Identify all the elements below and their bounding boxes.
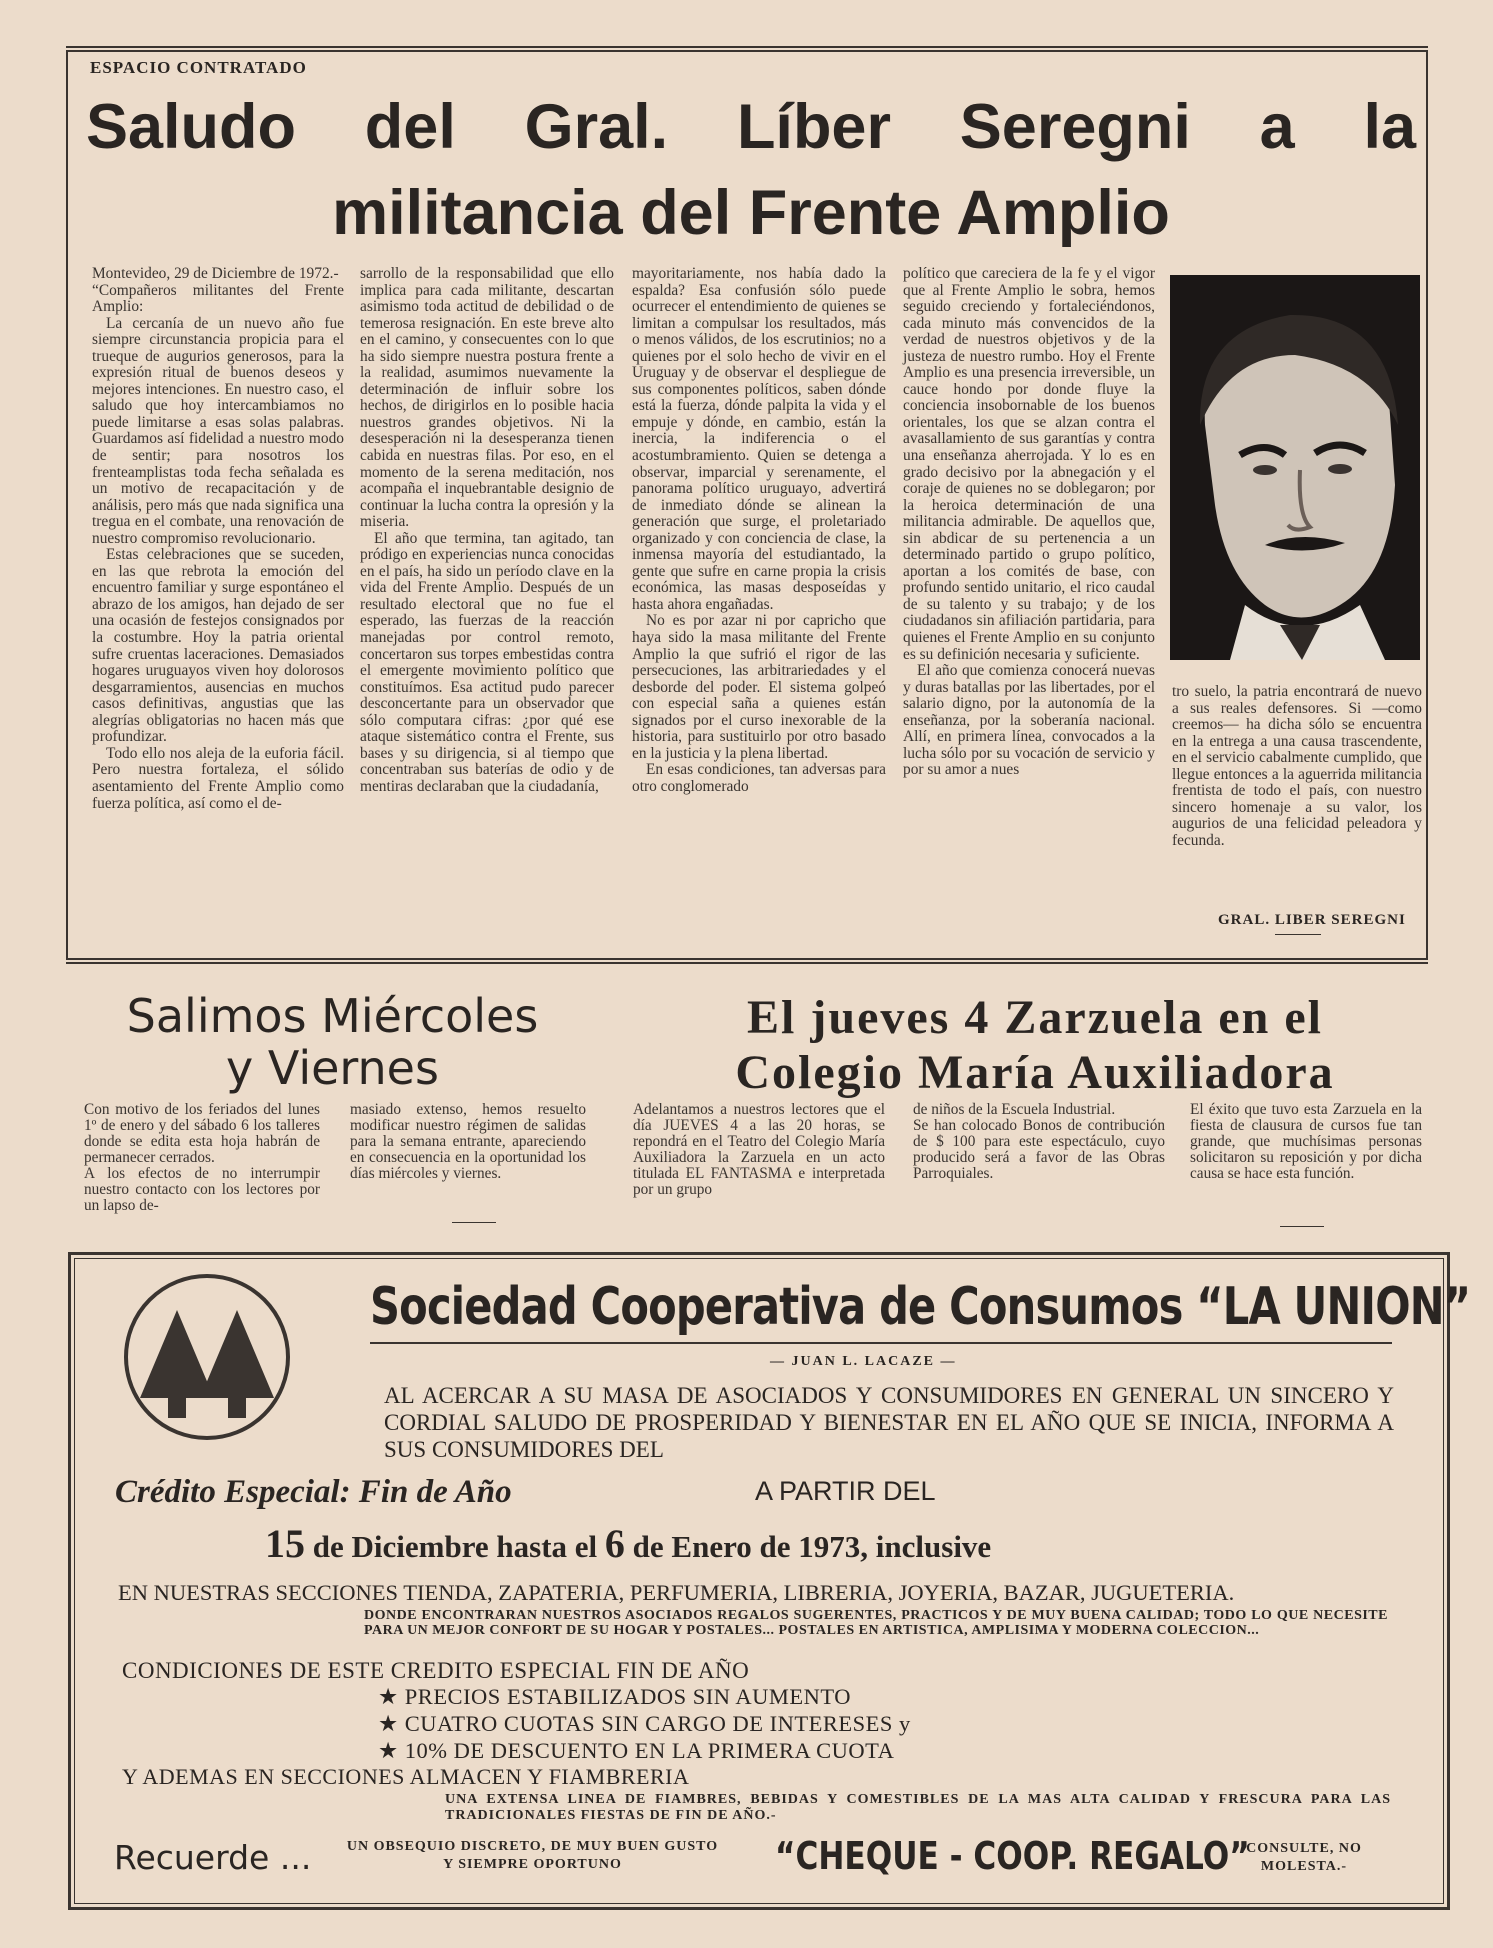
article-signature: GRAL. LIBER SEREGNI bbox=[1218, 912, 1406, 928]
top-rule bbox=[66, 46, 1428, 48]
ad-credit-title: Crédito Especial: Fin de Año bbox=[115, 1474, 512, 1510]
article-column-3 bbox=[632, 266, 886, 796]
ad-gift-text: UN OBSEQUIO DISCRETO, DE MUY BUEN GUSTO Y SIEMPRE OPORTUNO bbox=[346, 1839, 719, 1872]
article-column-2 bbox=[360, 266, 614, 796]
ad-credit-from: A PARTIR DEL bbox=[755, 1476, 936, 1506]
ad-date-text-start: de Diciembre hasta el bbox=[312, 1529, 598, 1564]
ad-title-rule bbox=[370, 1342, 1392, 1344]
article-column-5 bbox=[1172, 684, 1422, 849]
ad-title: Sociedad Cooperativa de Consumos “LA UNION” bbox=[370, 1277, 1471, 1337]
article-paragraph: En esas condiciones, tan adversas para otro conglomerado bbox=[632, 761, 886, 795]
salimos-headline-line2: y Viernes bbox=[226, 1041, 439, 1095]
article-paragraph: No es por azar ni por capricho que haya sido la masa militante del Frente Amplio la que sufrió el rigor de las persecuciones, las arbitrariedades y el desborde del poder. El sistema golpeó con especial saña a quienes están signados por el curso inexorable de la historia, para sustituirlo por otro basado en la justicia y la plena libertad. bbox=[632, 612, 886, 762]
article-paragraph: político que careciera de la fe y el vigor que al Frente Amplio le sobra, hemos seguido creciendo y fortaleciéndonos, cada minuto más convencidos de la verdad de nuestros objetivos y de la justeza de nuestro rumbo. Hoy el Frente Amplio es una presencia irreversible, un cauce hondo por donde fluye la conciencia insobornable de los buenos orientales, los que se alzan contra el avasallamiento de sus garantías y contra una enseñanza aherrojada. Y lo es en grado decisivo por la abnegación y el coraje de quienes no se doblegaron; por la heroica determinación de una militancia admirable. De aquellos que, sin abdicar de su pertenencia a un determinado partido o grupo político, aportan a los comités de base, con profundo sentido unitario, el rico caudal de su talento y su trabajo; y de los ciudadanos sin afiliación partidaria, para quienes el Frente Amplio en su conjunto es su definición necesaria y suficiente. bbox=[903, 265, 1155, 663]
article-dateline: Montevideo, 29 de Diciembre de 1972.- bbox=[92, 265, 339, 282]
article-paragraph: El año que termina, tan agitado, tan pródigo en experiencias nunca conocidas en el país, ha sido un período clave en la vida del Frente Amplio. Después de un resultado electoral que no fue el esperado, las fuerzas de la reacción manejadas por control remoto, concertaron sus torpes embestidas contra el emergente movimiento político que constituímos. Esa actitud pudo parecer desconcertante para un observador que sólo computara cifras: ¿por qué ese ataque sistemático contra el Frente, sus bases y su dirigencia, si al tiempo que concentraban sus baterías de odio y de mentiras declaraban que la ciudadanía, bbox=[360, 529, 614, 795]
ad-conditions-title: CONDICIONES DE ESTE CREDITO ESPECIAL FIN DE AÑO bbox=[122, 1658, 750, 1683]
portrait-photo bbox=[1170, 275, 1420, 660]
article-column-4 bbox=[903, 266, 1155, 779]
article-paragraph: Todo ello nos aleja de la euforia fácil. Pero nuestra fortaleza, el sólido asentamiento del Frente Amplio como fuerza política, así como el de- bbox=[92, 744, 344, 812]
zarzuela-headline bbox=[640, 990, 1430, 1100]
ad-condition-item: ★ PRECIOS ESTABILIZADOS SIN AUMENTO bbox=[378, 1684, 851, 1709]
zarzuela-headline-line1: El jueves 4 Zarzuela en el bbox=[747, 991, 1323, 1044]
article-paragraph: mayoritariamente, nos había dado la espalda? Esa confusión sólo puede ocurrecer el entendimiento de quienes se limitan a compulsar los resultados, más o menos válidos, de los escrutinios; no a quienes por el solo hecho de vivir en el Uruguay y de observar el despliegue de sus componentes políticos, saben dónde está la fuerza, dónde palpita la vida y el empuje y dónde, en cambio, están la inercia, la indiferencia o el acostumbramiento. Quien se detenga a observar, imparcial y serenamente, el panorama político uruguayo, advertirá de inmediato dónde se alinean la generación que surge, el proletariado organizado y con conciencia de clase, la inmensa mayoría del estudiantado, la gente que sufre en carne propia la crisis económica, las masas desposeídas y hasta ahora engañadas. bbox=[632, 265, 886, 613]
salimos-headline-line1: Salimos Miércoles bbox=[126, 989, 539, 1043]
article-greeting: “Compañeros militantes del Frente Amplio: bbox=[92, 281, 344, 316]
section-label: ESPACIO CONTRATADO bbox=[90, 58, 307, 77]
zarzuela-column-2: de niños de la Escuela Industrial. Se han colocado Bonos de contribución de $ 100 para este espectáculo, cuyo producido será a favor de las Obras Parroquiales. bbox=[913, 1101, 1165, 1182]
article-column-1 bbox=[92, 266, 344, 812]
ad-date-day-end: 6 bbox=[604, 1521, 625, 1566]
salimos-column-2: masiado extenso, hemos resuelto modificar nuestro régimen de salidas para la semana entrante, apareciendo en consecuencia en la oportunidad los días miércoles y viernes. bbox=[350, 1101, 586, 1182]
ad-consult: CONSULTE, NO MOLESTA.- bbox=[1246, 1841, 1362, 1874]
ad-sections: EN NUESTRAS SECCIONES TIENDA, ZAPATERIA, PERFUMERIA, LIBRERIA, JOYERIA, BAZAR, JUGUETERIA. bbox=[118, 1580, 1235, 1605]
salimos-end-divider bbox=[452, 1222, 496, 1223]
ad-condition-item: ★ 10% DE DESCUENTO EN LA PRIMERA CUOTA bbox=[378, 1738, 895, 1763]
twin-pine-trees-logo bbox=[122, 1272, 292, 1442]
article-paragraph: La cercanía de un nuevo año fue siempre circunstancia propicia para el trueque de augurios generosos, para la expresión ritual de buenos deseos y mejores intenciones. En nuestro caso, el saludo que hoy intercambiamos no puede limitarse a esas solas palabras. Guardamos así fidelidad a nuestro modo de sentir; para nosotros los frenteamplistas toda fecha señalada es un motivo de recapacitación y de análisis, pero más que nada significa una tregua en el combate, una renovación de nuestro compromiso revolucionario. bbox=[92, 314, 344, 547]
article-headline: Saludo del Gral. Líber Seregni a la militancia del Frente Amplio bbox=[86, 92, 1416, 248]
section-divider bbox=[66, 962, 1428, 964]
ad-condition-item: ★ CUATRO CUOTAS SIN CARGO DE INTERESES y bbox=[378, 1711, 911, 1736]
article-paragraph: El año que comienza conocerá nuevas y duras batallas por las libertades, por el salario digno, por la autonomía de la enseñanza, por la soberanía nacional. Allí, en primera línea, convocados a la lucha sólo por su vocación de servicio y por su amor a nues bbox=[903, 662, 1155, 779]
ad-date-text-end: de Enero de 1973, inclusive bbox=[632, 1529, 992, 1564]
zarzuela-column-1: Adelantamos a nuestros lectores que el día JUEVES 4 a las 20 horas, se repondrá en el Teatro del Colegio María Auxiliadora la Zarzuela en un acto titulada EL FANTASMA e interpretada por un grupo bbox=[633, 1101, 885, 1198]
ad-location: — JUAN L. LACAZE — bbox=[770, 1354, 957, 1369]
ad-additional-detail: UNA EXTENSA LINEA DE FIAMBRES, BEBIDAS Y COMESTIBLES DE LA MAS ALTA CALIDAD Y FRESCURA PARA LAS TRADICIONALES FIESTAS DE FIN DE AÑO.- bbox=[445, 1792, 1391, 1823]
zarzuela-end-divider bbox=[1280, 1226, 1324, 1227]
ad-date-day-start: 15 bbox=[265, 1521, 305, 1566]
zarzuela-headline-line2: Colegio María Auxiliadora bbox=[735, 1046, 1335, 1099]
ad-date-range bbox=[265, 1520, 991, 1567]
article-paragraph: sarrollo de la responsabilidad que ello implica para cada militante, descartan asimismo toda actitud de debilidad o de temerosa resignación. En este breve alto en el camino, y consecuentes con lo que ha sido siempre nuestra postura frente a la realidad, asumimos nuevamente la determinación de influir sobre los hechos, de dirigirlos en lo posible hacia nuestros grandes objetivos. Ni la desesperación ni la desesperanza tienen cabida en nuestras filas. Por eso, en el momento de la serena meditación, nos acompaña el inquebrantable designio de continuar la lucha contra la opresión y la miseria. bbox=[360, 265, 614, 531]
signature-divider bbox=[1275, 934, 1321, 935]
salimos-headline bbox=[80, 990, 585, 1094]
article-paragraph: Estas celebraciones que se suceden, en las que rebrota la emoción del encuentro familiar y surge espontáneo el abrazo de los amigos, han dejado de ser una ocasión de festejos consignados por la costumbre. Hoy la patria oriental sufre cruentas laceraciones. Demasiados hogares uruguayos viven hoy dolorosos desgarramientos, ausencias en muchos casos definitivas, angustias que las alegrías obligatorias no hacen más que profundizar. bbox=[92, 546, 344, 746]
ad-sections-detail: DONDE ENCONTRARAN NUESTROS ASOCIADOS REGALOS SUGERENTES, PRACTICOS Y DE MUY BUENA CALIDAD; TODO LO QUE NECESITE PARA UN MEJOR CONFORT DE SU HOGAR Y POSTALES... POSTALES EN ARTISTICA, AMPLISIMA Y MODERNA COLECCION... bbox=[364, 1608, 1388, 1638]
article-paragraph: tro suelo, la patria encontrará de nuevo a sus reales defensores. Si —como creemos— ha dicha sólo se encuentra en la entrega a una causa trascendente, en el servicio cabalmente cumplido, que llegue entonces a la aguerrida militancia frentista de todo el país, con nuestro sincero homenaje a su valor, los augurios de una felicidad peleadora y fecunda. bbox=[1172, 683, 1422, 849]
ad-gift-cheque: “CHEQUE - COOP. REGALO” bbox=[775, 1834, 1250, 1878]
ad-additional-sections: Y ADEMAS EN SECCIONES ALMACEN Y FIAMBRERIA bbox=[122, 1764, 690, 1789]
zarzuela-column-3: El éxito que tuvo esta Zarzuela en la fiesta de clausura de cursos fue tan grande, que muchísimas personas solicitaron su reposición y por dicha causa se hace esta función. bbox=[1190, 1101, 1422, 1182]
salimos-column-1: Con motivo de los feriados del lunes 1º de enero y del sábado 6 los talleres donde se edita esta hoja habrán de permanecer cerrados. A los efectos de no interrumpir nuestro contacto con los lectores por un lapso de- bbox=[84, 1101, 320, 1214]
ad-remember: Recuerde ... bbox=[114, 1838, 312, 1877]
ad-intro: AL ACERCAR A SU MASA DE ASOCIADOS Y CONSUMIDORES EN GENERAL UN SINCERO Y CORDIAL SALUDO DE PROSPERIDAD Y BIENESTAR EN EL AÑO QUE SE INICIA, INFORMA A SUS CONSUMIDORES DEL bbox=[384, 1383, 1394, 1462]
